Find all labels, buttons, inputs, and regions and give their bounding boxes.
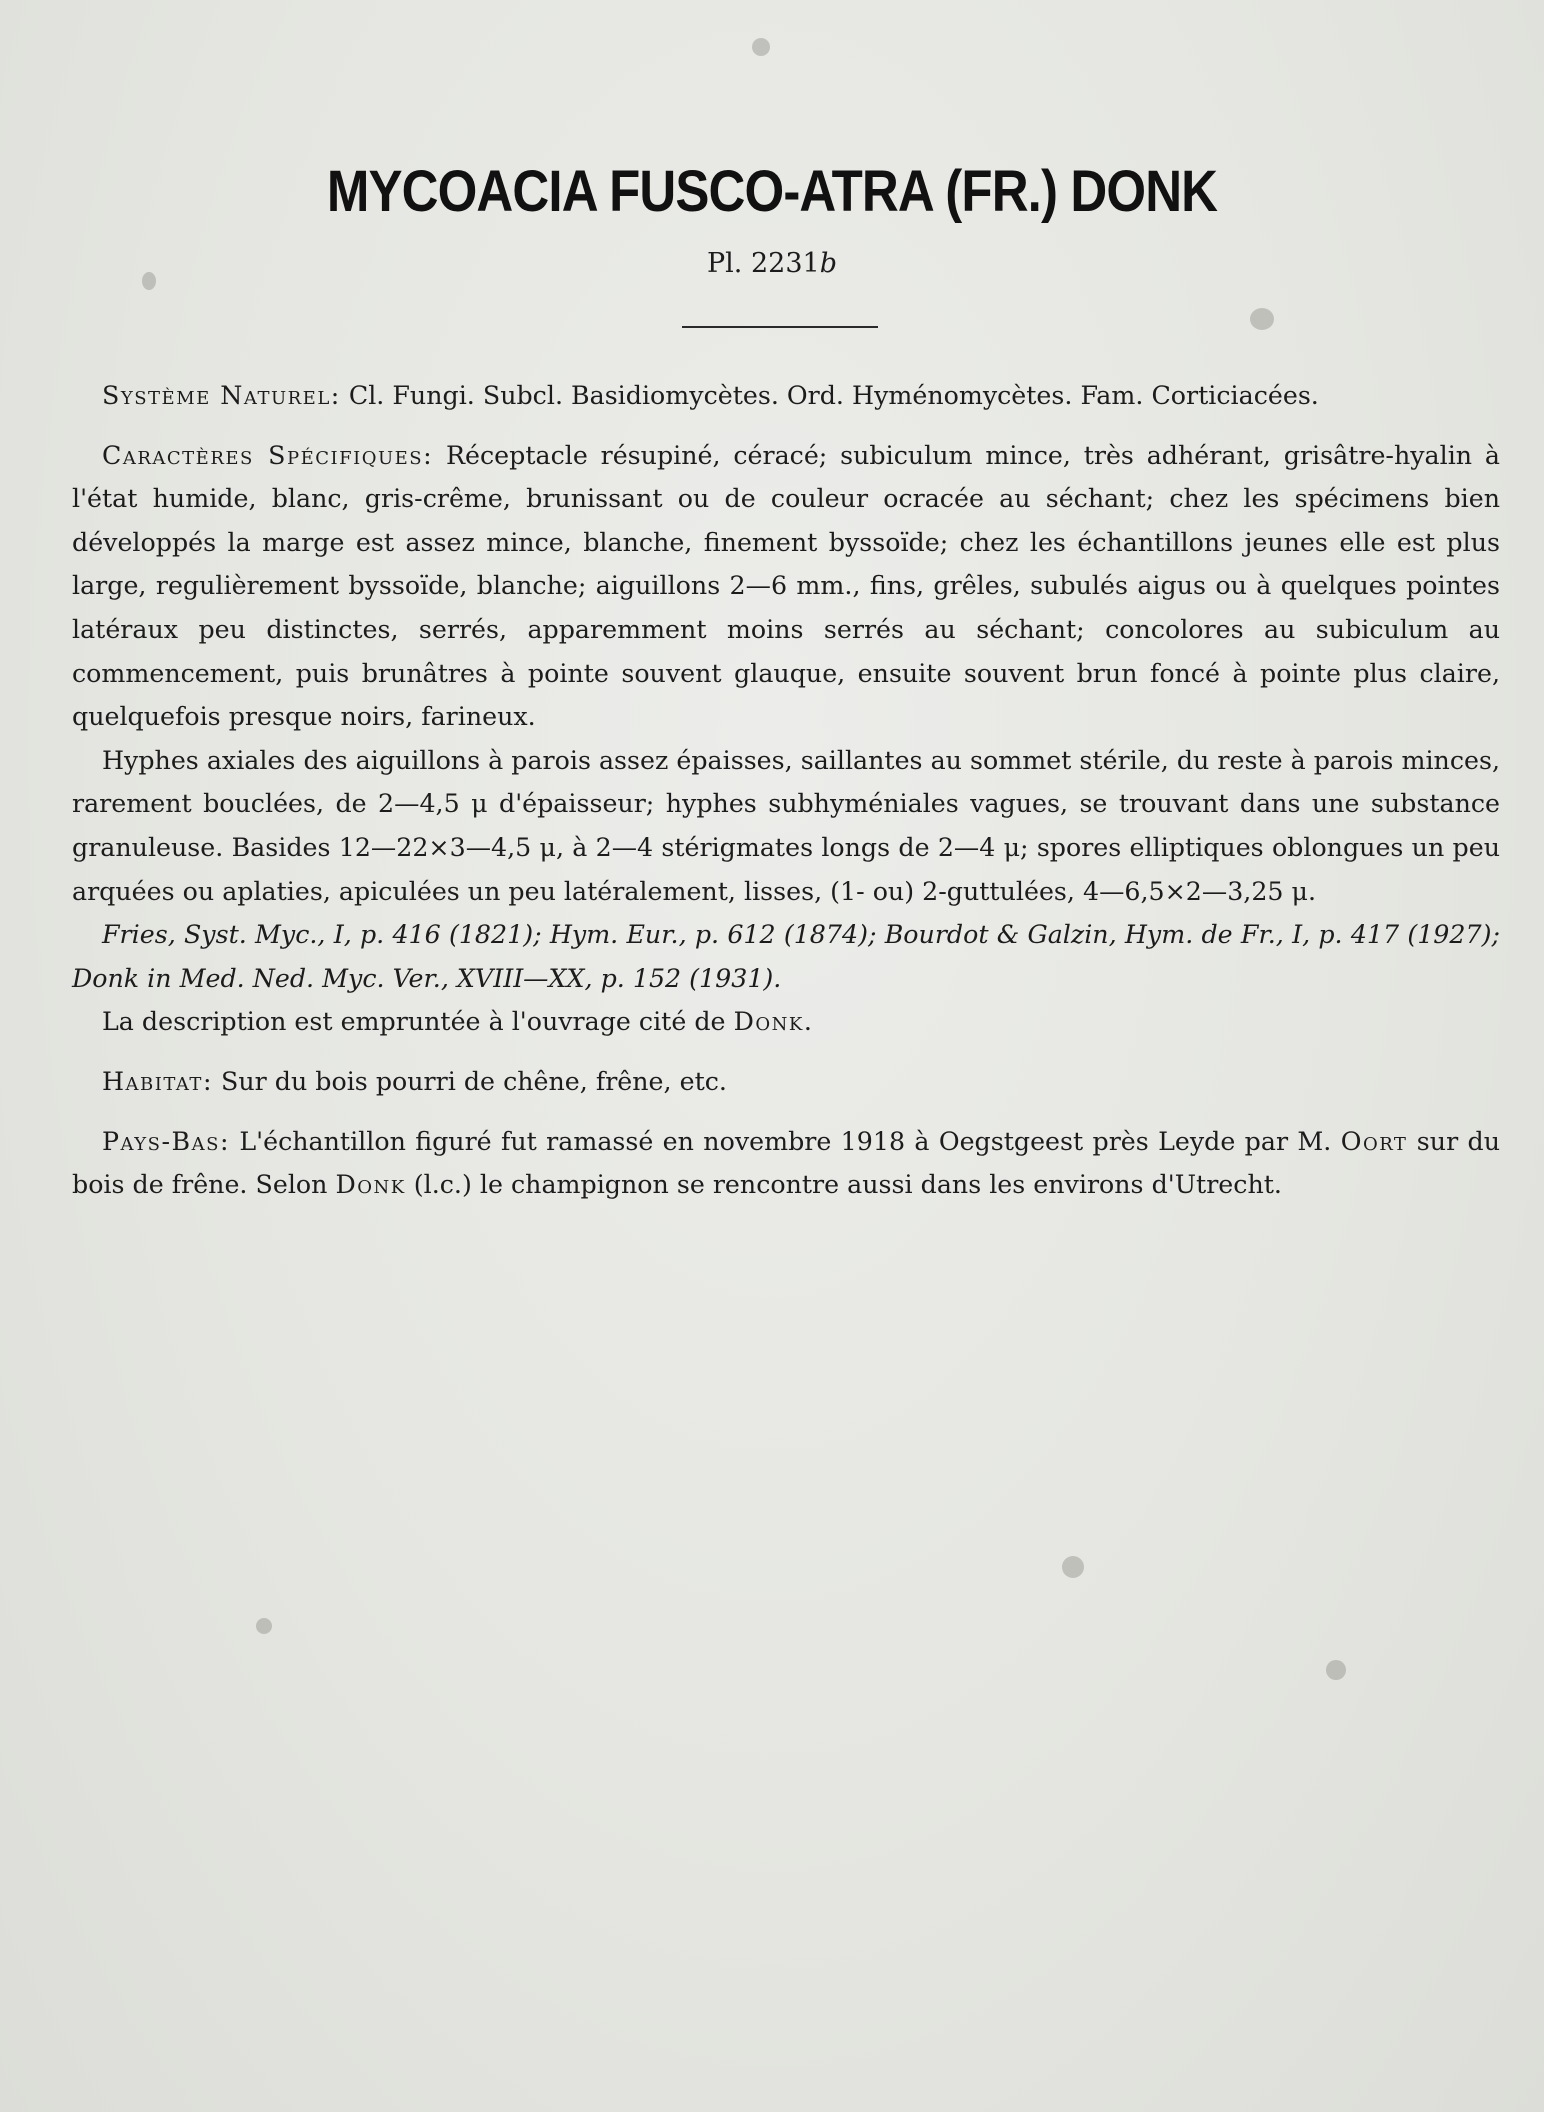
- paper-spot: [1062, 1556, 1084, 1578]
- caracteres-label: Caractères Spécifiques:: [102, 440, 434, 470]
- description-source-text: La description est empruntée à l'ouvrage cité de: [102, 1007, 734, 1037]
- pays-bas-collector: Oort: [1340, 1126, 1408, 1156]
- plate-prefix: Pl. 2231: [707, 248, 820, 279]
- paper-spot: [752, 38, 770, 56]
- plate-suffix: b: [819, 248, 837, 279]
- habitat-text: Sur du bois pourri de chêne, frêne, etc.: [212, 1066, 727, 1096]
- caracteres-text: Réceptacle résupiné, céracé; subiculum mince, très adhérant, grisâtre-hyalin à l'état humide, blanc, gris-crême, brunissant ou de couleur ocracée au séchant; chez les spécimens bien développés la marge est assez mince, blanche, finement byssoïde; chez les échantillons jeunes elle est plus large, regulièrement byssoïde, blanche; aiguillons 2—6 mm., fins, grêles, subulés aigus ou à quelques pointes latéraux peu distinctes, serrés, apparemment moins serrés au séchant; concolores au subiculum au commencement, puis brunâtres à pointe souvent glauque, ensuite souvent brun foncé à pointe plus claire, quelquefois presque noirs, farineux.: [72, 440, 1500, 732]
- systeme-label: Système Naturel:: [102, 381, 341, 410]
- systeme-text: Cl. Fungi. Subcl. Basidiomycètes. Ord. Hyménomycètes. Fam. Corticiacées.: [340, 381, 1319, 410]
- caracteres-paragraph: [72, 434, 1500, 739]
- habitat-label: Habitat:: [102, 1066, 213, 1096]
- species-title: MYCOACIA FUSCO-ATRA (FR.) DONK: [326, 159, 1218, 224]
- references-paragraph: Fries, Syst. Myc., I, p. 416 (1821); Hym. Eur., p. 612 (1874); Bourdot & Galzin, Hym. de Fr., I, p. 417 (1927); Donk in Med. Ned. Myc. Ver., XVIII—XX, p. 152 (1931).: [72, 920, 1500, 993]
- paper-spot: [256, 1618, 272, 1634]
- description-source-paragraph: [72, 1000, 1500, 1044]
- hyphes-paragraph: Hyphes axiales des aiguillons à parois assez épaisses, saillantes au sommet stérile, du reste à parois minces, rarement bouclées, de 2—4,5 μ d'épaisseur; hyphes subhyméniales vagues, se trouvant dans une substance granuleuse. Basides 12—22×3—4,5 μ, à 2—4 stérigmates longs de 2—4 μ; spores elliptiques oblongues un peu arquées ou aplaties, apiculées un peu latéralement, lisses, (1- ou) 2-guttulées, 4—6,5×2—3,25 μ.: [72, 745, 1500, 906]
- paper-spot: [1326, 1660, 1346, 1680]
- title-rule: [682, 326, 878, 328]
- pays-bas-text-3: (l.c.) le champignon se rencontre aussi dans les environs d'Utrecht.: [405, 1170, 1282, 1200]
- habitat-paragraph: [72, 1060, 1500, 1104]
- paper-spot: [1250, 308, 1274, 330]
- pays-bas-paragraph: [72, 1120, 1500, 1207]
- description-source-author: Donk: [733, 1007, 804, 1037]
- pays-bas-text-1: L'échantillon figuré fut ramassé en novembre 1918 à Oegstgeest près Leyde par M.: [230, 1126, 1341, 1156]
- description-body: [72, 374, 1500, 1207]
- pays-bas-label: Pays-Bas:: [102, 1126, 230, 1156]
- pays-bas-text-2: sur du bois de frêne. Selon: [72, 1126, 1501, 1200]
- pays-bas-author: Donk: [335, 1170, 406, 1200]
- systeme-paragraph: [72, 374, 1500, 418]
- plate-number: [0, 248, 1544, 279]
- description-source-end: .: [803, 1007, 812, 1037]
